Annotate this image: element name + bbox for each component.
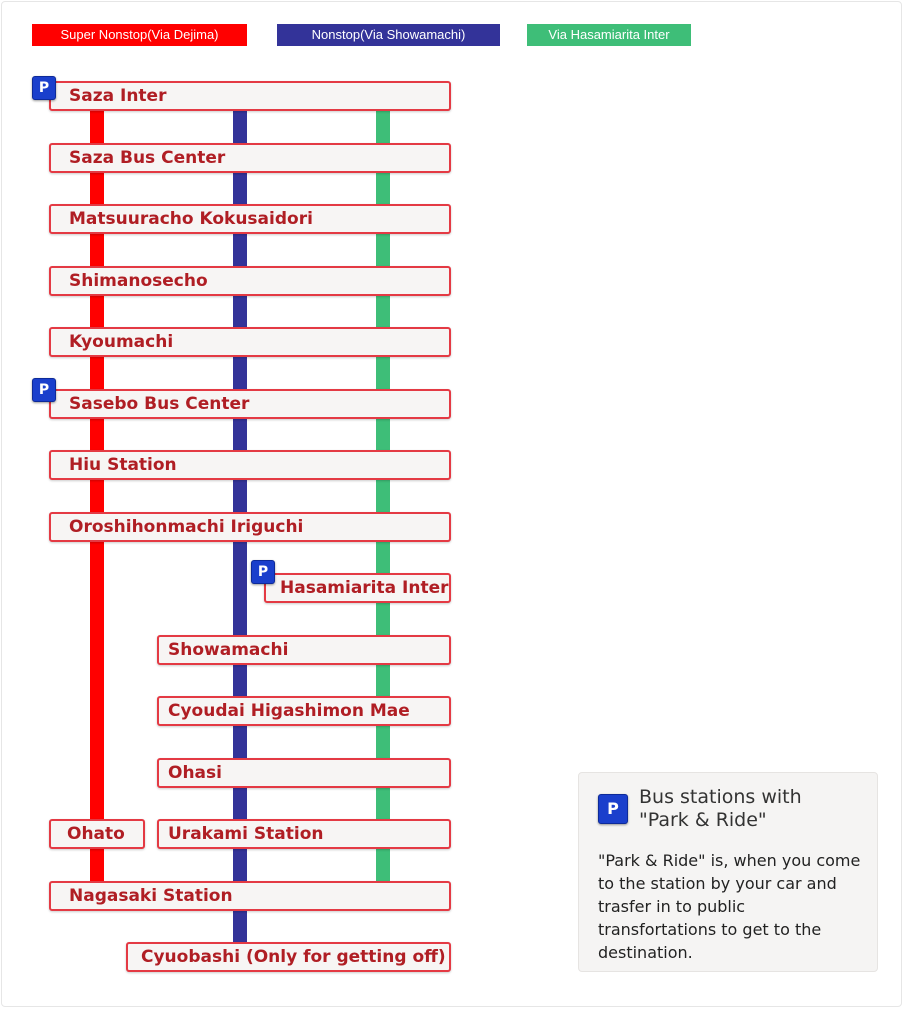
legend-nonstop: Nonstop(Via Showamachi) bbox=[277, 24, 500, 46]
stop-ohato[interactable]: Ohato bbox=[49, 819, 145, 849]
stop-saza-bus-center[interactable]: Saza Bus Center bbox=[49, 143, 451, 173]
info-body: "Park & Ride" is, when you come to the station by your car and trasfer in to public transfortations to get to the destination. bbox=[598, 851, 861, 962]
park-and-ride-info-box bbox=[578, 772, 878, 972]
stop-showamachi[interactable]: Showamachi bbox=[157, 635, 451, 665]
stop-ohasi[interactable]: Ohasi bbox=[157, 758, 451, 788]
stop-cyoudai-higashimon-mae[interactable]: Cyoudai Higashimon Mae bbox=[157, 696, 451, 726]
stop-kyoumachi[interactable]: Kyoumachi bbox=[49, 327, 451, 357]
stop-saza-inter[interactable]: Saza Inter bbox=[49, 81, 451, 111]
stop-urakami-station[interactable]: Urakami Station bbox=[157, 819, 451, 849]
stop-cyuobashi[interactable]: Cyuobashi (Only for getting off) bbox=[126, 942, 451, 972]
stop-hasamiarita-inter[interactable]: Hasamiarita Inter bbox=[264, 573, 451, 603]
park-and-ride-icon: P bbox=[32, 76, 56, 100]
stop-shimanosecho[interactable]: Shimanosecho bbox=[49, 266, 451, 296]
legend-via-hasamiarita: Via Hasamiarita Inter bbox=[527, 24, 691, 46]
park-and-ride-icon: P bbox=[32, 378, 56, 402]
stop-oroshihonmachi-iriguchi[interactable]: Oroshihonmachi Iriguchi bbox=[49, 512, 451, 542]
stop-hiu-station[interactable]: Hiu Station bbox=[49, 450, 451, 480]
park-and-ride-icon: P bbox=[251, 560, 275, 584]
info-title: Bus stations with "Park & Ride" bbox=[639, 786, 802, 831]
park-and-ride-icon: P bbox=[598, 794, 628, 824]
stop-nagasaki-station[interactable]: Nagasaki Station bbox=[49, 881, 451, 911]
legend-super-nonstop: Super Nonstop(Via Dejima) bbox=[32, 24, 247, 46]
stop-sasebo-bus-center[interactable]: Sasebo Bus Center bbox=[49, 389, 451, 419]
stop-matsuuracho-kokusaidori[interactable]: Matsuuracho Kokusaidori bbox=[49, 204, 451, 234]
